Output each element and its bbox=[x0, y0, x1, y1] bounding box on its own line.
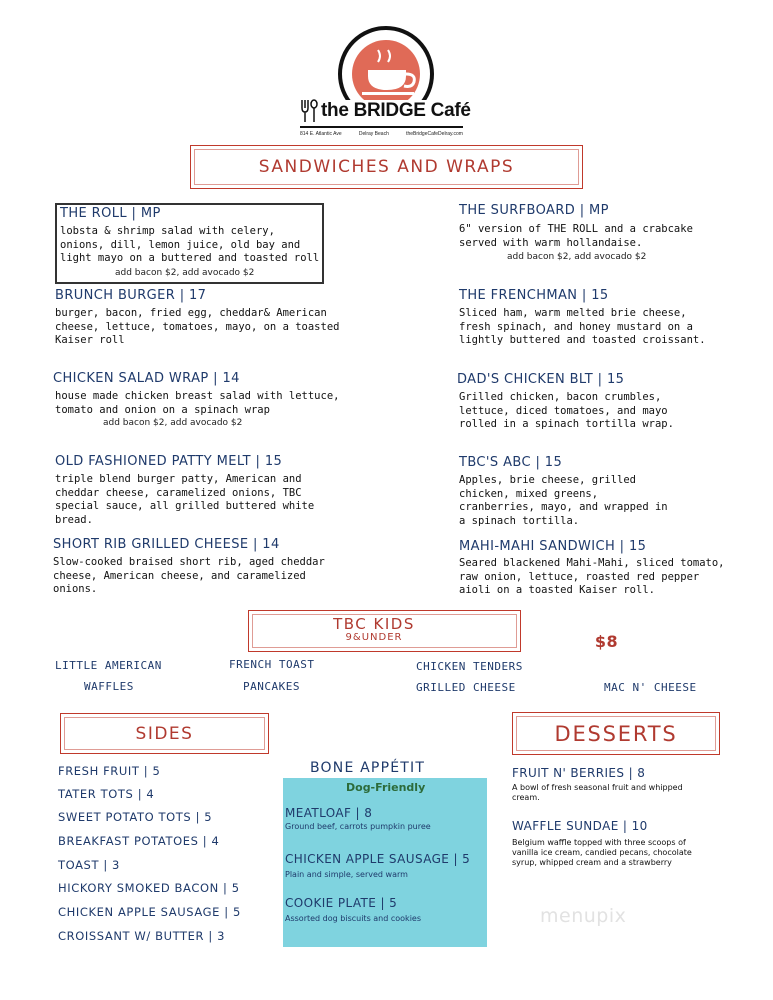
fork-spoon-icon bbox=[300, 98, 318, 124]
item-title: TBC'S ABC | 15 bbox=[459, 455, 563, 470]
item-title: OLD FASHIONED PATTY MELT | 15 bbox=[55, 454, 283, 469]
item-title: SHORT RIB GRILLED CHEESE | 14 bbox=[53, 537, 280, 552]
sides-banner bbox=[60, 713, 269, 754]
website: theBridgeCafeDelray.com bbox=[406, 131, 463, 137]
dog-item-description: Plain and simple, served warm bbox=[285, 870, 408, 879]
bone-appetit-heading: BONE APPÉTIT bbox=[310, 760, 426, 776]
sandwiches-banner bbox=[190, 145, 583, 189]
sides-heading: SIDES bbox=[135, 723, 194, 744]
kids-item: WAFFLES bbox=[84, 680, 134, 693]
dog-item-title: MEATLOAF | 8 bbox=[285, 806, 373, 820]
dessert-title: WAFFLE SUNDAE | 10 bbox=[512, 819, 648, 833]
kids-item: CHICKEN TENDERS bbox=[416, 660, 523, 673]
kids-item: FRENCH TOAST bbox=[229, 658, 315, 671]
address: 814 E. Atlantic Ave bbox=[300, 131, 342, 137]
side-item: CHICKEN APPLE SAUSAGE | 5 bbox=[58, 905, 241, 919]
dog-item-title: CHICKEN APPLE SAUSAGE | 5 bbox=[285, 852, 471, 866]
item-description: triple blend burger patty, American and cheddar cheese, caramelized onions, TBC special sauce, all grilled buttered white bread. bbox=[55, 473, 315, 526]
side-item: TATER TOTS | 4 bbox=[58, 787, 155, 801]
item-description: burger, bacon, fried egg, cheddar& American cheese, lettuce, tomatoes, mayo, on a toasted Kaiser roll bbox=[55, 307, 340, 346]
kids-heading: TBC KIDS bbox=[333, 615, 415, 633]
item-title: DAD'S CHICKEN BLT | 15 bbox=[457, 372, 625, 387]
logo-divider bbox=[300, 126, 463, 128]
kids-price: $8 bbox=[594, 631, 619, 651]
kids-item: GRILLED CHEESE bbox=[416, 681, 516, 694]
kids-item: MAC N' CHEESE bbox=[604, 681, 697, 694]
side-item: SWEET POTATO TOTS | 5 bbox=[58, 810, 213, 824]
item-title: BRUNCH BURGER | 17 bbox=[55, 288, 207, 303]
item-description: 6" version of THE ROLL and a crabcake served with warm hollandaise. bbox=[459, 223, 693, 249]
side-item: CROISSANT W/ BUTTER | 3 bbox=[58, 929, 226, 943]
kids-heading-group bbox=[319, 615, 429, 643]
dessert-description: A bowl of fresh seasonal fruit and whipped cream. bbox=[512, 783, 683, 802]
item-title: THE FRENCHMAN | 15 bbox=[459, 288, 609, 303]
city: Delray Beach bbox=[358, 131, 389, 137]
item-addons: add bacon $2, add avocado $2 bbox=[103, 418, 243, 428]
dog-item-description: Assorted dog biscuits and cookies bbox=[285, 914, 421, 923]
item-title: THE ROLL | MP bbox=[60, 206, 161, 221]
item-description: Sliced ham, warm melted brie cheese, fresh spinach, and honey mustard on a lightly buttered and toasted croissant. bbox=[459, 307, 706, 346]
brand-name: the BRIDGE Café bbox=[318, 100, 474, 122]
desserts-banner bbox=[512, 712, 720, 755]
side-item: HICKORY SMOKED BACON | 5 bbox=[58, 881, 240, 895]
dog-item-description: Ground beef, carrots pumpkin puree bbox=[285, 822, 431, 831]
item-title: THE SURFBOARD | MP bbox=[459, 203, 609, 218]
logo-address-line bbox=[300, 131, 463, 137]
item-description: Grilled chicken, bacon crumbles, lettuce, diced tomatoes, and mayo rolled in a spinach tortilla wrap. bbox=[459, 391, 674, 430]
dog-item-title: COOKIE PLATE | 5 bbox=[285, 896, 398, 910]
desserts-heading: DESSERTS bbox=[554, 721, 678, 746]
item-title: CHICKEN SALAD WRAP | 14 bbox=[53, 371, 240, 386]
item-addons: add bacon $2, add avocado $2 bbox=[507, 252, 647, 262]
side-item: BREAKFAST POTATOES | 4 bbox=[58, 834, 220, 848]
dessert-title: FRUIT N' BERRIES | 8 bbox=[512, 766, 646, 780]
item-description: Apples, brie cheese, grilled chicken, mixed greens, cranberries, mayo, and wrapped in a spinach tortilla. bbox=[459, 474, 668, 527]
kids-banner bbox=[248, 610, 619, 652]
dog-friendly-label: Dog-Friendly bbox=[346, 781, 426, 794]
side-item: FRESH FRUIT | 5 bbox=[58, 764, 161, 778]
item-description: lobsta & shrimp salad with celery, onions, dill, lemon juice, old bay and light mayo on a buttered and toasted roll bbox=[60, 225, 320, 264]
item-title: MAHI-MAHI SANDWICH | 15 bbox=[459, 539, 647, 554]
item-description: house made chicken breast salad with lettuce, tomato and onion on a spinach wrap bbox=[55, 390, 340, 416]
kids-item: PANCAKES bbox=[243, 680, 300, 693]
dessert-description: Belgium waffle topped with three scoops of vanilla ice cream, candied pecans, chocolate syrup, whipped cream and a strawberry bbox=[512, 838, 692, 867]
sandwiches-heading: SANDWICHES AND WRAPS bbox=[258, 157, 515, 177]
menupix-watermark: menupix bbox=[540, 905, 627, 927]
item-addons: add bacon $2, add avocado $2 bbox=[115, 268, 255, 278]
side-item: TOAST | 3 bbox=[58, 858, 120, 872]
item-description: Seared blackened Mahi-Mahi, sliced tomato, raw onion, lettuce, roasted red pepper aioli on a toasted Kaiser roll. bbox=[459, 557, 725, 596]
item-description: Slow-cooked braised short rib, aged cheddar cheese, American cheese, and caramelized onions. bbox=[53, 556, 325, 595]
kids-item: LITTLE AMERICAN bbox=[55, 659, 162, 672]
kids-age-note: 9&UNDER bbox=[345, 632, 403, 643]
